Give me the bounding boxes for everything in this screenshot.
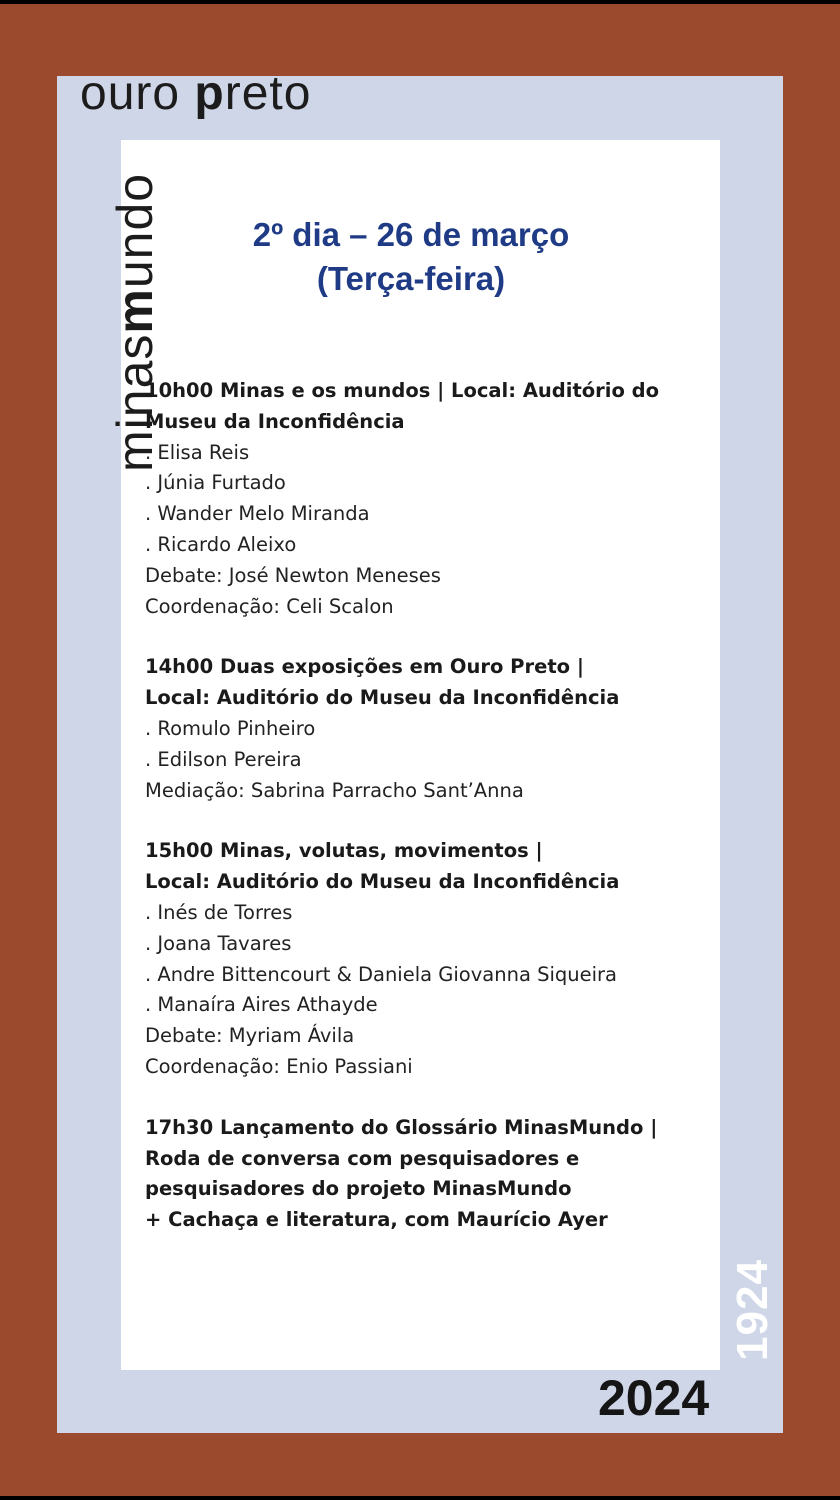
session-participant: . Joana Tavares [145,931,292,955]
session-title-line: 14h00 Duas exposições em Ouro Preto | [145,655,584,679]
session-title-line: 17h30 Lançamento do Glossário MinasMundo | [145,1115,658,1139]
minas-part2: undo [107,172,163,289]
session-title-line: pesquisadores do projeto MinasMundo [145,1177,572,1201]
session-title-line: 10h00 Minas e os mundos | Local: Auditório do [145,379,660,402]
session-participant: Mediação: Sabrina Parracho Sant’Anna [145,778,524,802]
ouro-preto-part1: ouro [80,67,195,120]
session-participant: . Romulo Pinheiro [145,716,316,740]
session-participant: . Ricardo Aleixo [145,532,297,556]
day-heading [121,213,701,301]
session-participant: . Elisa Reis [145,440,250,464]
day-heading-line1: 2º dia – 26 de março [252,216,570,253]
session-participant: Coordenação: Enio Passiani [145,1054,413,1078]
session-participant: Debate: Myriam Ávila [145,1024,355,1048]
session-participant: Coordenação: Celi Scalon [145,594,394,618]
session-participant: . Edilson Pereira [145,747,302,771]
year-start-label: 1924 [728,1259,777,1361]
session-participant: . Andre Bittencourt & Daniela Giovanna Siqueira [145,962,618,986]
minas-m: m [107,288,163,334]
program-session [145,836,715,1082]
session-participant: . Júnia Furtado [145,471,286,495]
program-list [145,376,715,1266]
session-participant: . Wander Melo Miranda [145,502,370,526]
day-heading-line2: (Terça-feira) [316,260,506,297]
program-session [145,376,715,622]
program-session [145,1113,715,1236]
session-participant: Debate: José Newton Meneses [145,563,441,587]
session-participant: . Inés de Torres [145,900,293,924]
session-title-line: + Cachaça e literatura, com Maurício Ayer [145,1208,608,1232]
ouro-preto-part2: reto [224,67,312,120]
session-title-line: Local: Auditório do Museu da Inconfidência [145,686,620,710]
session-title-line: Roda de conversa com pesquisadores e [145,1146,580,1170]
year-start [723,1250,783,1370]
minas-part1: minas [107,333,163,472]
ouro-preto-p: p [194,67,225,120]
session-title-line: Museu da Inconfidência [145,409,405,433]
session-title-line: 15h00 Minas, volutas, movimentos | [145,839,543,863]
session-title-line: Local: Auditório do Museu da Inconfidência [145,870,620,894]
year-end: 2024 [598,1370,710,1426]
program-session [145,652,715,806]
session-participant: . Manaíra Aires Athayde [145,993,378,1017]
